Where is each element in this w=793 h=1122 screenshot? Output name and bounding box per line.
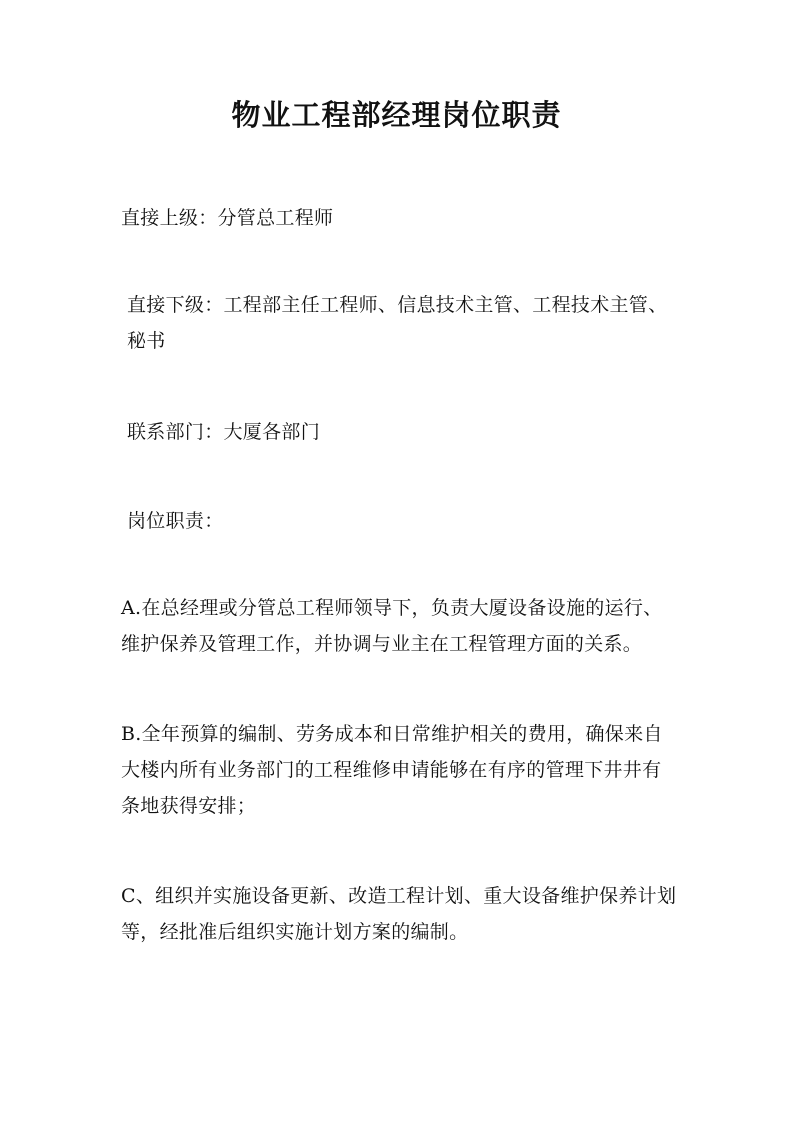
duty-item-c: C、组织并实施设备更新、改造工程计划、重大设备维护保养计划等，经批准后组织实施计划方案的编制。 [121, 885, 677, 943]
duty-item-b: B.全年预算的编制、劳务成本和日常维护相关的费用，确保来自大楼内所有业务部门的工程维修申请能够在有序的管理下井井有条地获得安排； [121, 723, 663, 817]
contact-department-line: 联系部门：大厦各部门 [127, 421, 321, 443]
direct-subordinate-line: 直接下级：工程部主任工程师、信息技术主管、工程技术主管、秘书 [127, 294, 668, 352]
duty-item-a: A.在总经理或分管总工程师领导下，负责大厦设备设施的运行、维护保养及管理工作，并协调与业主在工程管理方面的关系。 [121, 597, 663, 655]
direct-superior-line: 直接上级：分管总工程师 [121, 207, 334, 229]
document-title: 物业工程部经理岗位职责 [231, 98, 562, 132]
duties-heading: 岗位职责： [127, 510, 224, 532]
